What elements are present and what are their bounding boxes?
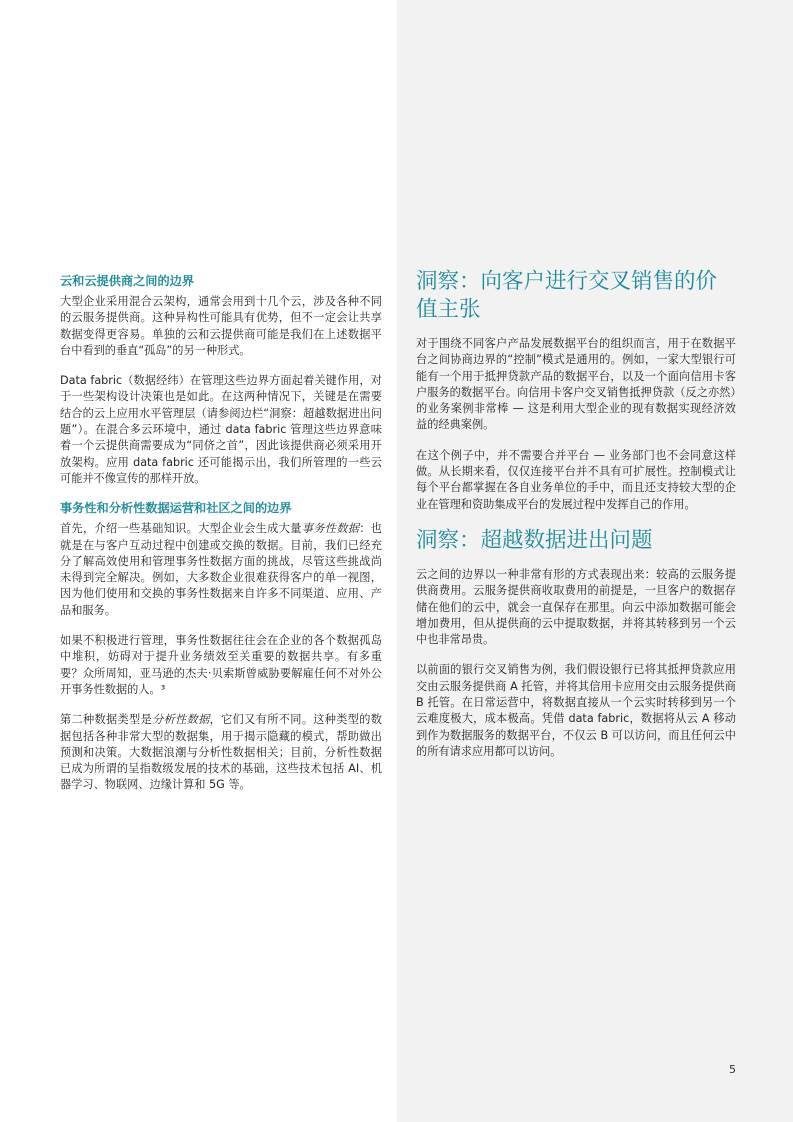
section-heading-cloud-boundaries: 云和云提供商之间的边界 bbox=[60, 274, 195, 288]
insight-title-data-egress: 洞察：超越数据进出问题 bbox=[416, 527, 653, 553]
body-paragraph: 在这个例子中，并不需要合并平台 — 业务部门也不会同意这样做。从长期来看，仅仅连接平台并不具有可扩展性。控制模式让每个平台都掌握在各自业务单位的手中，而且还支持较大型的企业在管理和资助集成平台的发展过程中发挥自己的作用。 bbox=[416, 448, 736, 511]
body-paragraph: 以前面的银行交叉销售为例，我们假设银行已将其抵押贷款应用交由云服务提供商 A 托管，并将其信用卡应用交由云服务提供商 B 托管。在日常运营中，将数据直接从一个云实时转移到另一个云难度极大，成本极高。凭借 data fabric，数据将从云 A 移动到作为数据服务的数据平台，不仅云 B 可以访问，而且任何云中的所有请求应用都可以访问。 bbox=[416, 663, 736, 758]
body-paragraph: Data fabric（数据经纬）在管理这些边界方面起着关键作用，对于一些架构设计决策也是如此。在这两种情况下，关键是在需要结合的云上应用水平管理层（请参阅边栏“洞察：超越数据进出问题”）。在混合多云环境中，通过 data fabric 管理这些边界意味着一个云提供商需要成为“同侪之首”，因此该提供商必须采用开放架构。应用 data fabric 还可能揭示出，我们所管理的一些云可能并不像宣传的那样开放。 bbox=[60, 374, 382, 485]
body-paragraph bbox=[60, 521, 382, 619]
section-heading-transactional-analytical: 事务性和分析性数据运营和社区之间的边界 bbox=[60, 501, 292, 516]
paragraph-text: 第二种数据类型是 bbox=[60, 713, 153, 727]
emphasis-term: 分析性数据 bbox=[152, 713, 210, 727]
paragraph-text: ：也就是在与客户互动过程中创建或交换的数据。目前，我们已经充分了解高效使用和管理事务性数据方面的挑战，尽管这些挑战尚未得到完全解决。例如，大多数企业很难获得客户的单一视图，因为他们使用和交换的事务性数据来自许多不同渠道、应用、产品和服务。 bbox=[60, 522, 382, 617]
emphasis-term: 事务性数据 bbox=[301, 522, 360, 536]
right-column bbox=[416, 268, 736, 774]
body-paragraph: 云之间的边界以一种非常有形的方式表现出来：较高的云服务提供商费用。云服务提供商收取费用的前提是，一旦客户的数据存储在他们的云中，就会一直保存在那里。向云中添加数据可能会增加费用，但从提供商的云中提取数据，并将其转移到另一个云中也非常昂贵。 bbox=[416, 567, 736, 647]
body-paragraph bbox=[60, 712, 382, 793]
page-number: 5 bbox=[729, 1063, 736, 1076]
body-paragraph: 如果不积极进行管理，事务性数据往往会在企业的各个数据孤岛中堆积，妨碍对于提升业务绩效至关重要的数据共享。有多重要？众所周知，亚马逊的杰夫·贝索斯曾威胁要解雇任何不对外公开事务性数据的人。³ bbox=[60, 634, 382, 696]
paragraph-text: ，它们又有所不同。这种类型的数据包括各种非常大型的数据集，用于揭示隐藏的模式，帮助做出预测和决策。大数据浪潮与分析性数据相关；目前，分析性数据已成为所谓的呈指数级发展的技术的基础，这些技术包括 AI、机器学习、物联网、边缘计算和 5G 等。 bbox=[60, 713, 382, 792]
left-column bbox=[60, 272, 382, 808]
insight-title-cross-selling: 洞察：向客户进行交叉销售的价值主张 bbox=[416, 269, 718, 322]
paragraph-text: 首先，介绍一些基础知识。大型企业会生成大量 bbox=[60, 522, 302, 536]
body-paragraph: 对于围绕不同客户产品发展数据平台的组织而言，用于在数据平台之间协商边界的“控制”模式是通用的。例如，一家大型银行可能有一个用于抵押贷款产品的数据平台，以及一个面向信用卡客户服务的数据平台。向信用卡客户交叉销售抵押贷款（反之亦然）的业务案例非常棒 — 这是利用大型企业的现有数据实现经济效益的经典案例。 bbox=[416, 337, 736, 432]
body-paragraph: 大型企业采用混合云架构，通常会用到十几个云，涉及各种不同的云服务提供商。这种异构性可能具有优势，但不一定会让共享数据变得更容易。单独的云和云提供商可能是我们在上述数据平台中看到的垂直“孤岛”的另一种形式。 bbox=[60, 295, 382, 357]
